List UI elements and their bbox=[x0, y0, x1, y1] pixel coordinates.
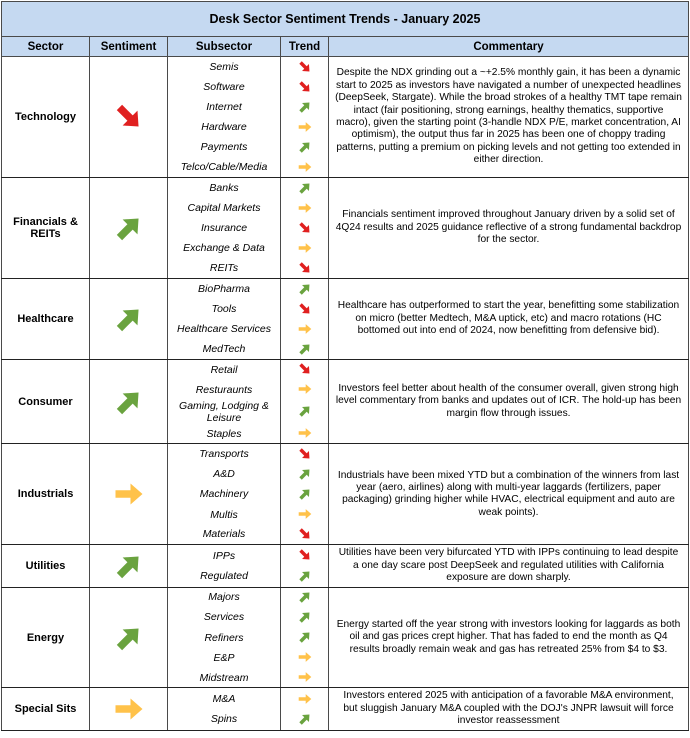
sector-name: Special Sits bbox=[2, 688, 90, 730]
subsector-name: Software bbox=[168, 77, 281, 97]
subsector-name: MedTech bbox=[168, 339, 281, 359]
subsector-name: Staples bbox=[168, 424, 281, 444]
trend-neutral-arrow-icon bbox=[298, 507, 312, 521]
trend-cell bbox=[281, 319, 329, 339]
subsector-name: Tools bbox=[168, 299, 281, 319]
trend-cell bbox=[281, 299, 329, 319]
trend-cell bbox=[281, 178, 329, 198]
table-row bbox=[2, 359, 689, 379]
table-row bbox=[2, 688, 689, 709]
trend-up-arrow-icon bbox=[298, 100, 312, 114]
sentiment-cell bbox=[90, 279, 168, 360]
trend-cell bbox=[281, 504, 329, 524]
trend-cell bbox=[281, 688, 329, 709]
table-row bbox=[2, 178, 689, 198]
trend-up-arrow-icon bbox=[298, 590, 312, 604]
sentiment-cell bbox=[90, 359, 168, 444]
trend-up-arrow-icon bbox=[298, 630, 312, 644]
subsector-name: A&D bbox=[168, 464, 281, 484]
trend-cell bbox=[281, 587, 329, 607]
commentary-text: Healthcare has outperformed to start the year, benefitting some stabilization on micro (better Medtech, M&A uptick, etc) and macro rotations (HC bottomed out into end of 2024, now benefitting from defensive bid). bbox=[329, 279, 689, 360]
trend-up-arrow-icon bbox=[298, 181, 312, 195]
trend-down-arrow-icon bbox=[298, 548, 312, 562]
trend-cell bbox=[281, 444, 329, 464]
subsector-name: Transports bbox=[168, 444, 281, 464]
trend-up-arrow-icon bbox=[298, 404, 312, 418]
sentiment-neutral-arrow-icon bbox=[114, 479, 144, 509]
subsector-name: Majors bbox=[168, 587, 281, 607]
trend-down-arrow-icon bbox=[298, 447, 312, 461]
trend-neutral-arrow-icon bbox=[298, 692, 312, 706]
sector-name: Healthcare bbox=[2, 279, 90, 360]
trend-neutral-arrow-icon bbox=[298, 160, 312, 174]
commentary-text: Investors feel better about health of the consumer overall, given strong high level commentary from banks and updates out of ICR. The hold-up has been margin flow through issues. bbox=[329, 359, 689, 444]
trend-up-arrow-icon bbox=[298, 610, 312, 624]
commentary-text: Despite the NDX grinding out a ~+2.5% monthly gain, it has been a dynamic start to 2025 as investors have navigated a number of unexpected headlines (DeepSeek, Stargate). While the broad strokes of a healthy TMT tape remain intact (fair positioning, strong earnings, healthy thematics, supportive macro), given the starting point (3-handle NDX P/E, market concentration, AI optimism), the output thus far in 2025 has been one of choppy trading patterns, putting a premium on picking levels and not getting too extended in either direction. bbox=[329, 57, 689, 178]
trend-neutral-arrow-icon bbox=[298, 382, 312, 396]
trend-down-arrow-icon bbox=[298, 527, 312, 541]
subsector-name: Machinery bbox=[168, 484, 281, 504]
subsector-name: Midstream bbox=[168, 668, 281, 688]
subsector-name: Regulated bbox=[168, 566, 281, 587]
subsector-name: E&P bbox=[168, 648, 281, 668]
subsector-name: Healthcare Services bbox=[168, 319, 281, 339]
table-title: Desk Sector Sentiment Trends - January 2025 bbox=[2, 2, 689, 37]
subsector-name: Hardware bbox=[168, 117, 281, 137]
trend-cell bbox=[281, 424, 329, 444]
trend-up-arrow-icon bbox=[298, 467, 312, 481]
trend-down-arrow-icon bbox=[298, 80, 312, 94]
sentiment-cell bbox=[90, 545, 168, 587]
table-body bbox=[2, 57, 689, 731]
trend-cell bbox=[281, 359, 329, 379]
sentiment-up-arrow-icon bbox=[114, 551, 144, 581]
commentary-text: Investors entered 2025 with anticipation of a favorable M&A environment, but sluggish January M&A coupled with the DOJ's JNPR lawsuit will force investor reassessment bbox=[329, 688, 689, 730]
subsector-name: Capital Markets bbox=[168, 198, 281, 218]
subsector-name: Refiners bbox=[168, 627, 281, 647]
trend-cell bbox=[281, 238, 329, 258]
trend-neutral-arrow-icon bbox=[298, 426, 312, 440]
subsector-name: Resturaunts bbox=[168, 380, 281, 400]
trend-up-arrow-icon bbox=[298, 282, 312, 296]
sentiment-table bbox=[1, 1, 689, 731]
trend-cell bbox=[281, 117, 329, 137]
trend-cell bbox=[281, 545, 329, 566]
trend-up-arrow-icon bbox=[298, 569, 312, 583]
trend-down-arrow-icon bbox=[298, 261, 312, 275]
header-trend: Trend bbox=[281, 37, 329, 57]
sentiment-cell bbox=[90, 587, 168, 688]
trend-up-arrow-icon bbox=[298, 712, 312, 726]
table-row bbox=[2, 545, 689, 566]
subsector-name: BioPharma bbox=[168, 279, 281, 299]
trend-down-arrow-icon bbox=[298, 60, 312, 74]
subsector-name: Multis bbox=[168, 504, 281, 524]
table-row bbox=[2, 279, 689, 299]
subsector-name: Materials bbox=[168, 525, 281, 545]
trend-cell bbox=[281, 77, 329, 97]
sentiment-down-arrow-icon bbox=[114, 102, 144, 132]
trend-cell bbox=[281, 607, 329, 627]
trend-up-arrow-icon bbox=[298, 342, 312, 356]
trend-cell bbox=[281, 484, 329, 504]
subsector-name: Banks bbox=[168, 178, 281, 198]
commentary-text: Industrials have been mixed YTD but a combination of the winners from last year (aero, airlines) along with multi-year laggards (fertilizers, paper packaging) grinding higher while HVAC, electrical equipment and auto are weak points). bbox=[329, 444, 689, 545]
header-sector: Sector bbox=[2, 37, 90, 57]
trend-cell bbox=[281, 97, 329, 117]
sentiment-cell bbox=[90, 57, 168, 178]
sentiment-up-arrow-icon bbox=[114, 304, 144, 334]
subsector-name: Exchange & Data bbox=[168, 238, 281, 258]
sentiment-cell bbox=[90, 444, 168, 545]
trend-up-arrow-icon bbox=[298, 140, 312, 154]
trend-cell bbox=[281, 198, 329, 218]
header-sentiment: Sentiment bbox=[90, 37, 168, 57]
header-commentary: Commentary bbox=[329, 37, 689, 57]
subsector-name: Telco/Cable/Media bbox=[168, 157, 281, 177]
trend-cell bbox=[281, 668, 329, 688]
trend-neutral-arrow-icon bbox=[298, 322, 312, 336]
trend-cell bbox=[281, 137, 329, 157]
trend-down-arrow-icon bbox=[298, 362, 312, 376]
sector-name: Energy bbox=[2, 587, 90, 688]
subsector-name: Internet bbox=[168, 97, 281, 117]
subsector-name: Semis bbox=[168, 57, 281, 77]
trend-cell bbox=[281, 566, 329, 587]
subsector-name: Spins bbox=[168, 709, 281, 730]
sentiment-cell bbox=[90, 178, 168, 279]
trend-cell bbox=[281, 279, 329, 299]
table-row bbox=[2, 444, 689, 464]
subsector-name: Payments bbox=[168, 137, 281, 157]
subsector-name: IPPs bbox=[168, 545, 281, 566]
trend-cell bbox=[281, 218, 329, 238]
sentiment-up-arrow-icon bbox=[114, 213, 144, 243]
sector-name: Technology bbox=[2, 57, 90, 178]
sector-name: Consumer bbox=[2, 359, 90, 444]
commentary-text: Utilities have been very bifurcated YTD with IPPs continuing to lead despite a one day scare post DeepSeek and regulated utilities with California exposure are down sharply. bbox=[329, 545, 689, 587]
trend-neutral-arrow-icon bbox=[298, 241, 312, 255]
sector-name: Financials & REITs bbox=[2, 178, 90, 279]
subsector-name: M&A bbox=[168, 688, 281, 709]
trend-cell bbox=[281, 57, 329, 77]
trend-neutral-arrow-icon bbox=[298, 120, 312, 134]
subsector-name: Gaming, Lodging & Leisure bbox=[168, 400, 281, 424]
trend-cell bbox=[281, 258, 329, 278]
trend-up-arrow-icon bbox=[298, 487, 312, 501]
trend-neutral-arrow-icon bbox=[298, 670, 312, 684]
trend-cell bbox=[281, 648, 329, 668]
sector-name: Industrials bbox=[2, 444, 90, 545]
trend-cell bbox=[281, 380, 329, 400]
trend-cell bbox=[281, 627, 329, 647]
subsector-name: Retail bbox=[168, 359, 281, 379]
commentary-text: Energy started off the year strong with investors looking for laggards as both oil and gas prices crept higher. That has faded to end the month as Q4 results broadly remain weak and gas has retreated 25% from $4 to $3. bbox=[329, 587, 689, 688]
trend-down-arrow-icon bbox=[298, 302, 312, 316]
trend-neutral-arrow-icon bbox=[298, 650, 312, 664]
commentary-text: Financials sentiment improved throughout January driven by a solid set of 4Q24 results and 2025 guidance reflective of a strong fundamental backdrop for the sector. bbox=[329, 178, 689, 279]
table-row bbox=[2, 587, 689, 607]
sentiment-neutral-arrow-icon bbox=[114, 694, 144, 724]
trend-cell bbox=[281, 400, 329, 424]
sentiment-up-arrow-icon bbox=[114, 623, 144, 653]
sentiment-cell bbox=[90, 688, 168, 730]
trend-neutral-arrow-icon bbox=[298, 201, 312, 215]
subsector-name: Insurance bbox=[168, 218, 281, 238]
trend-cell bbox=[281, 157, 329, 177]
subsector-name: REITs bbox=[168, 258, 281, 278]
subsector-name: Services bbox=[168, 607, 281, 627]
trend-cell bbox=[281, 464, 329, 484]
sentiment-up-arrow-icon bbox=[114, 387, 144, 417]
trend-down-arrow-icon bbox=[298, 221, 312, 235]
sector-name: Utilities bbox=[2, 545, 90, 587]
trend-cell bbox=[281, 525, 329, 545]
trend-cell bbox=[281, 709, 329, 730]
header-subsector: Subsector bbox=[168, 37, 281, 57]
trend-cell bbox=[281, 339, 329, 359]
table-row bbox=[2, 57, 689, 77]
